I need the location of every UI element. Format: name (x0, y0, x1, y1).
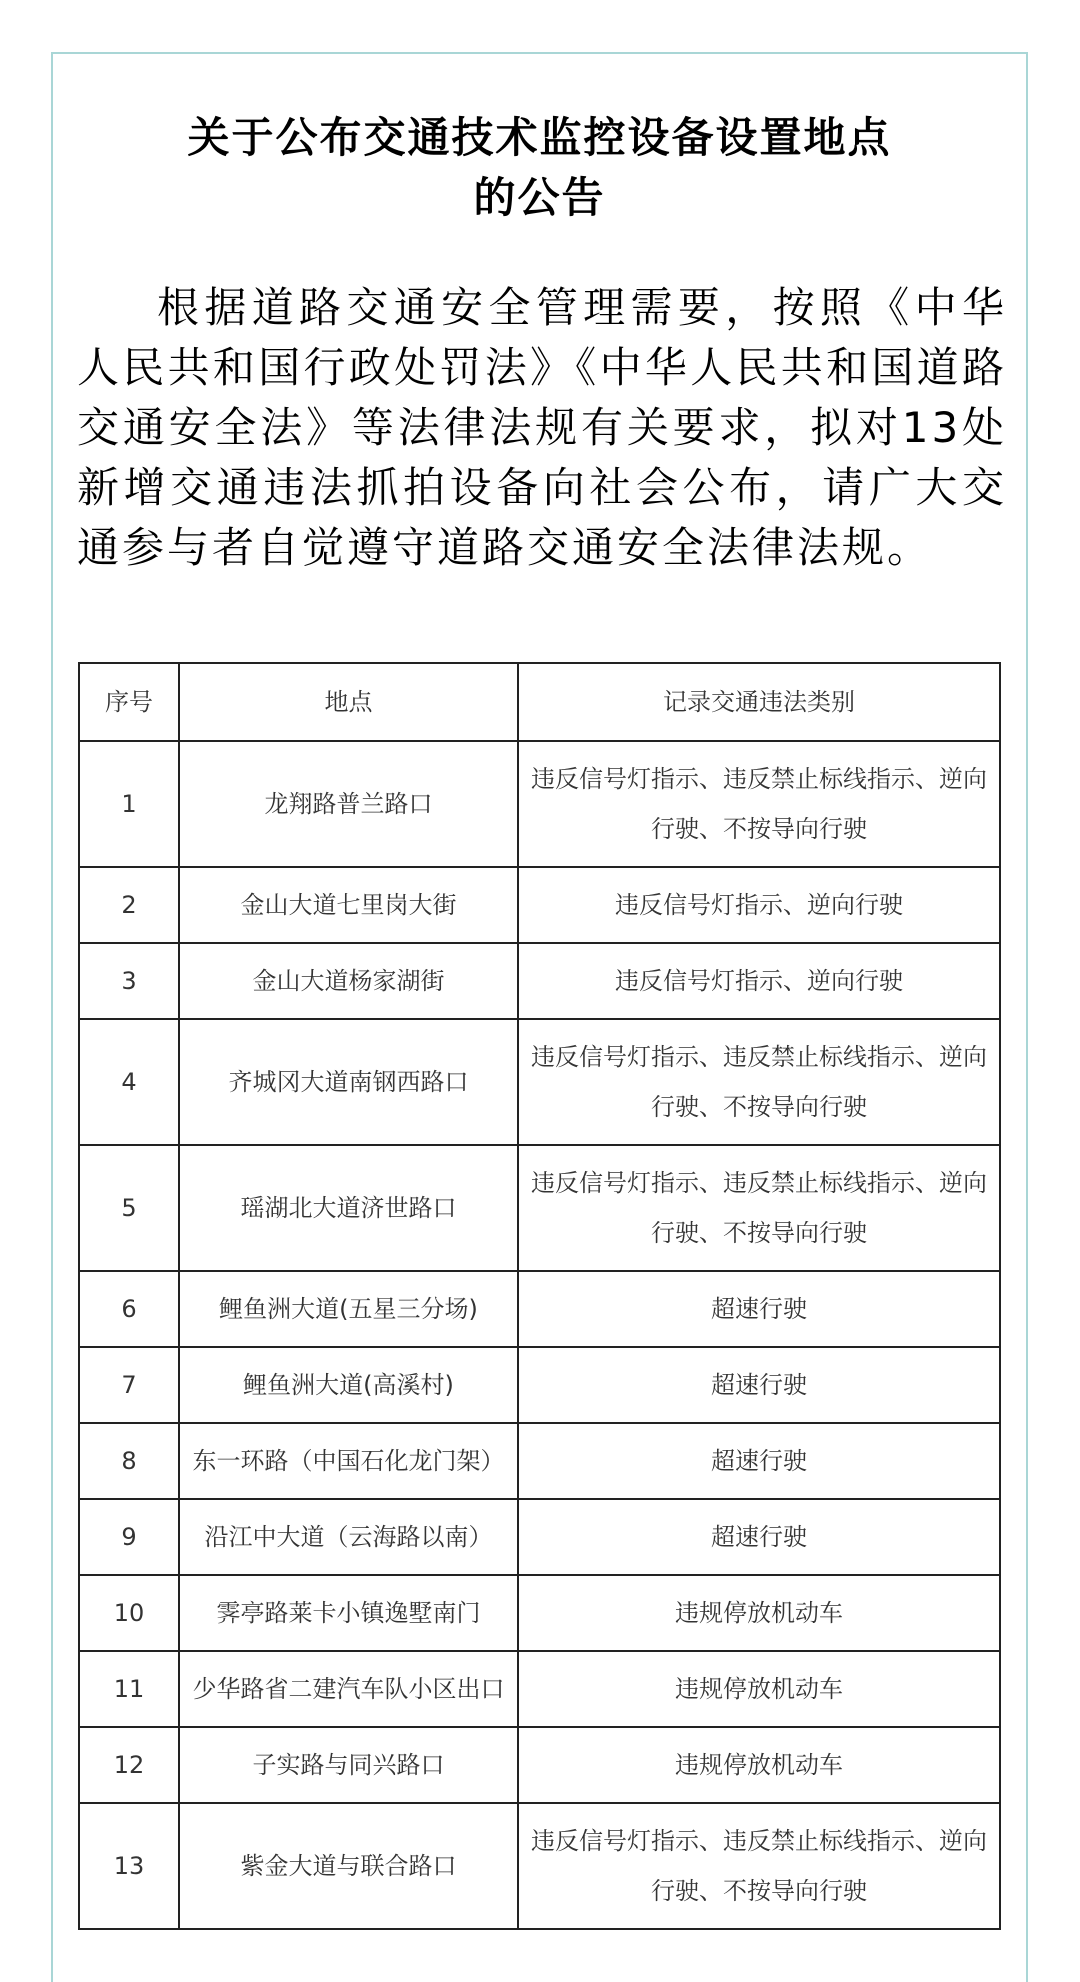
row-location: 子实路与同兴路口 (179, 1727, 518, 1803)
row-violation: 违反信号灯指示、违反禁止标线指示、逆向行驶、不按导向行驶 (518, 741, 1000, 867)
row-num: 11 (79, 1651, 179, 1727)
notice-body: 根据道路交通安全管理需要，按照《中华人民共和国行政处罚法》《中华人民共和国道路交通安全法》等法律法规有关要求，拟对13处新增交通违法抓拍设备向社会公布，请广大交通参与者自觉遵守道路交通安全法律法规。 (77, 283, 1007, 572)
header-violation: 记录交通违法类别 (518, 663, 1000, 741)
table-row (79, 1727, 1000, 1803)
row-location: 沿江中大道（云海路以南） (179, 1499, 518, 1575)
header-num: 序号 (79, 663, 179, 741)
row-location: 龙翔路普兰路口 (179, 741, 518, 867)
row-location: 东一环路（中国石化龙门架） (179, 1423, 518, 1499)
row-location: 齐城冈大道南钢西路口 (179, 1019, 518, 1145)
row-num: 1 (79, 741, 179, 867)
table-row (79, 1019, 1000, 1145)
row-num: 10 (79, 1575, 179, 1651)
row-violation: 违反信号灯指示、违反禁止标线指示、逆向行驶、不按导向行驶 (518, 1019, 1000, 1145)
table-row (79, 1575, 1000, 1651)
notice-title-line2: 的公告 (473, 173, 606, 222)
table-row (79, 867, 1000, 943)
row-num: 13 (79, 1803, 179, 1929)
row-location: 紫金大道与联合路口 (179, 1803, 518, 1929)
row-location: 鲤鱼洲大道(五星三分场) (179, 1271, 518, 1347)
row-violation: 违反信号灯指示、违反禁止标线指示、逆向行驶、不按导向行驶 (518, 1145, 1000, 1271)
table-row (79, 1347, 1000, 1423)
row-location: 霁亭路莱卡小镇逸墅南门 (179, 1575, 518, 1651)
row-violation: 超速行驶 (518, 1423, 1000, 1499)
row-num: 2 (79, 867, 179, 943)
row-violation: 超速行驶 (518, 1347, 1000, 1423)
location-table (78, 662, 1001, 1930)
row-num: 3 (79, 943, 179, 1019)
row-violation: 违规停放机动车 (518, 1651, 1000, 1727)
table-row (79, 741, 1000, 867)
row-num: 12 (79, 1727, 179, 1803)
table-row (79, 1499, 1000, 1575)
row-violation: 超速行驶 (518, 1271, 1000, 1347)
row-violation: 违反信号灯指示、逆向行驶 (518, 867, 1000, 943)
notice-title-line1: 关于公布交通技术监控设备设置地点 (187, 113, 892, 162)
row-violation: 违反信号灯指示、逆向行驶 (518, 943, 1000, 1019)
row-location: 金山大道杨家湖街 (179, 943, 518, 1019)
table-header-row (79, 663, 1000, 741)
table-row (79, 1423, 1000, 1499)
row-location: 金山大道七里岗大街 (179, 867, 518, 943)
table-row (79, 1651, 1000, 1727)
table-row (79, 943, 1000, 1019)
row-num: 6 (79, 1271, 179, 1347)
table-row (79, 1271, 1000, 1347)
notice-title (51, 108, 1028, 228)
row-num: 9 (79, 1499, 179, 1575)
row-violation: 超速行驶 (518, 1499, 1000, 1575)
row-violation: 违规停放机动车 (518, 1575, 1000, 1651)
table-row (79, 1803, 1000, 1929)
row-num: 5 (79, 1145, 179, 1271)
table-row (79, 1145, 1000, 1271)
row-num: 7 (79, 1347, 179, 1423)
row-location: 鲤鱼洲大道(高溪村) (179, 1347, 518, 1423)
row-violation: 违规停放机动车 (518, 1727, 1000, 1803)
row-violation: 违反信号灯指示、违反禁止标线指示、逆向行驶、不按导向行驶 (518, 1803, 1000, 1929)
row-location: 少华路省二建汽车队小区出口 (179, 1651, 518, 1727)
row-num: 8 (79, 1423, 179, 1499)
row-num: 4 (79, 1019, 179, 1145)
header-location: 地点 (179, 663, 518, 741)
row-location: 瑶湖北大道济世路口 (179, 1145, 518, 1271)
